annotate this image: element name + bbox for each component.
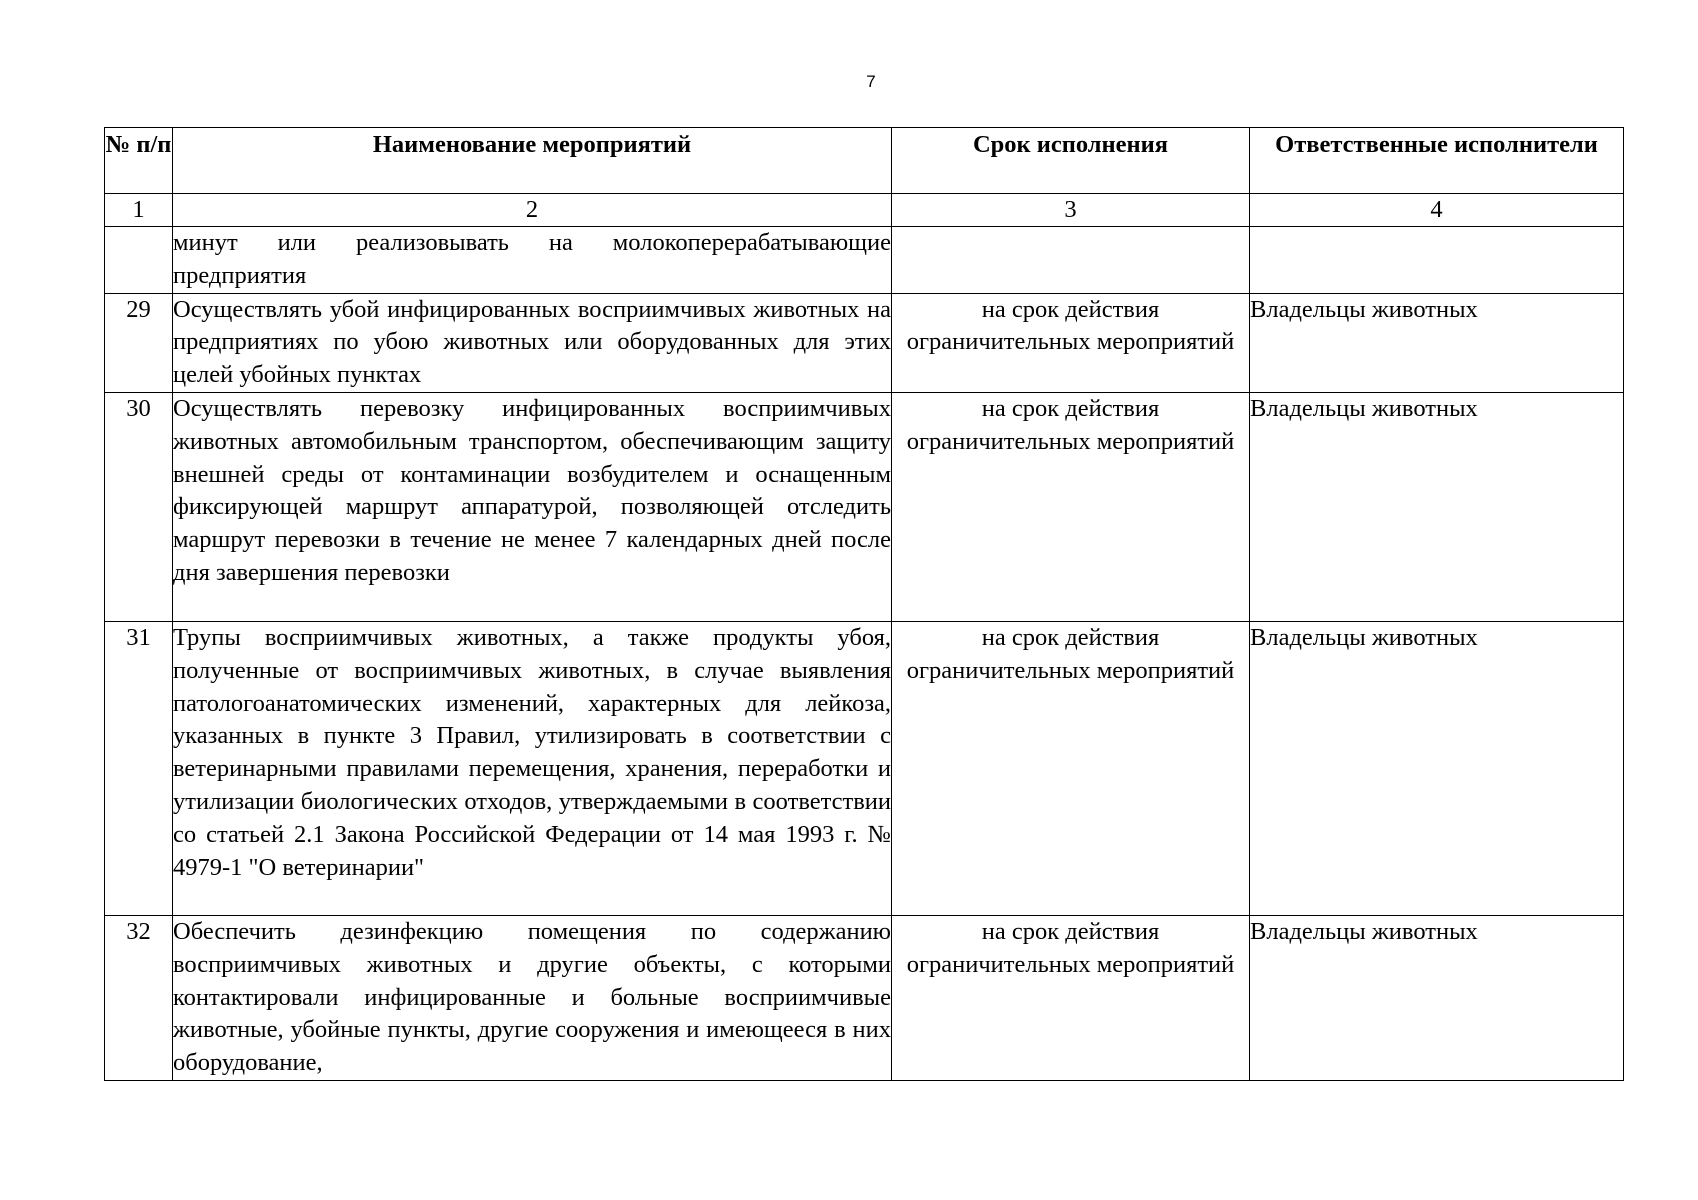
row-measure-text: Обеспечить дезинфекцию помещения по содержанию восприимчивых животных и другие объекты, с которыми контактировали инфицированные и больные восприимчивые животные, убойные пункты, другие сооружения и имеющееся в них оборудование, [173,917,891,1077]
row-term: на срок действия ограничительных мероприятий [892,392,1250,621]
row-number: 31 [105,621,173,915]
row-number [105,227,173,294]
table-header-row [105,128,1624,194]
column-number: 4 [1250,194,1624,227]
header-term: Срок исполнения [892,128,1250,194]
column-number: 1 [105,194,173,227]
column-number: 3 [892,194,1250,227]
row-measure [173,392,892,621]
table-row [105,227,1624,294]
measures-table [104,127,1624,1081]
page-number: 7 [866,72,876,91]
row-measure [173,293,892,392]
row-responsible: Владельцы животных [1250,293,1624,392]
row-number: 30 [105,392,173,621]
column-number: 2 [173,194,892,227]
row-responsible [1250,227,1624,294]
column-number-row [105,194,1624,227]
row-responsible: Владельцы животных [1250,915,1624,1080]
table-row [105,915,1624,1080]
row-responsible: Владельцы животных [1250,621,1624,915]
row-term: на срок действия ограничительных мероприятий [892,293,1250,392]
header-responsible: Ответственные исполнители [1250,128,1624,194]
row-number: 29 [105,293,173,392]
row-number: 32 [105,915,173,1080]
header-name: Наименование мероприятий [173,128,892,194]
row-measure [173,621,892,915]
row-measure-text: минут или реализовывать на молокоперерабатывающие предприятия [173,229,891,289]
row-term: на срок действия ограничительных мероприятий [892,915,1250,1080]
row-responsible: Владельцы животных [1250,392,1624,621]
row-measure [173,227,892,294]
header-num: № п/п [105,128,173,194]
row-measure-text: Осуществлять убой инфицированных восприимчивых животных на предприятиях по убою животных или оборудованных для этих целей убойных пунктах [173,295,891,389]
row-term [892,227,1250,294]
table-row [105,621,1624,915]
table-row [105,392,1624,621]
row-measure-text: Трупы восприимчивых животных, а также продукты убоя, полученные от восприимчивых животных, в случае выявления патологоанатомических изменений, характерных для лейкоза, указанных в пункте 3 Правил, утилизировать в соответствии с ветеринарными правилами перемещения, хранения, переработки и утилизации биологических отходов, утверждаемыми в соответствии со статьей 2.1 Закона Российской Федерации от 14 мая 1993 г. № 4979-1 "О ветеринарии" [173,623,891,881]
row-term: на срок действия ограничительных мероприятий [892,621,1250,915]
row-measure-text: Осуществлять перевозку инфицированных восприимчивых животных автомобильным транспортом, обеспечивающим защиту внешней среды от контаминации возбудителем и оснащенным фиксирующей маршрут аппаратурой, позволяющей отследить маршрут перевозки в течение не менее 7 календарных дней после дня завершения перевозки [173,394,891,586]
table-row [105,293,1624,392]
row-measure [173,915,892,1080]
